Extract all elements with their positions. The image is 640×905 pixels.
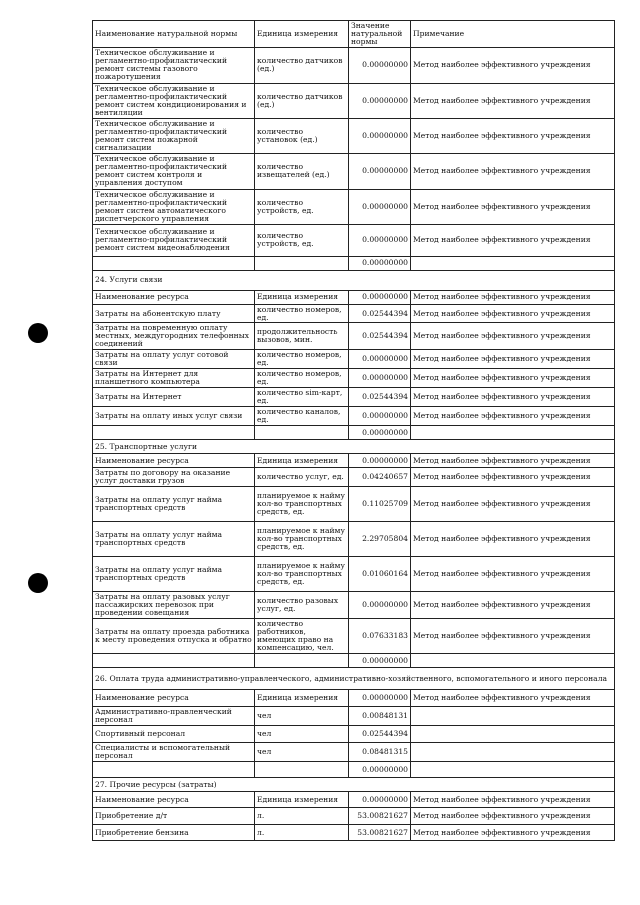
cell-note: Метод наиболее эффективного учреждения bbox=[411, 619, 615, 654]
cell-value: 0.00000000 bbox=[349, 426, 411, 440]
cell-name: Затраты на Интернет bbox=[93, 388, 255, 407]
cell-note: Метод наиболее эффективного учреждения bbox=[411, 592, 615, 619]
cell-name: Техническое обслуживание и регламентно-профилактический ремонт систем видеонаблюдения bbox=[93, 224, 255, 256]
cell-note: Метод наиболее эффективного учреждения bbox=[411, 468, 615, 487]
cell-value: 0.02544394 bbox=[349, 323, 411, 350]
cell-name: Приобретение д/т bbox=[93, 808, 255, 825]
cell-value: 0.00000000 bbox=[349, 762, 411, 778]
cell-note: Метод наиболее эффективного учреждения bbox=[411, 792, 615, 808]
cell-value: 0.00000000 bbox=[349, 654, 411, 668]
cell-unit: планируемое к найму кол-во транспортных средств, ед. bbox=[255, 522, 349, 557]
cell-value: 53.00821627 bbox=[349, 808, 411, 825]
table-row bbox=[93, 47, 615, 83]
cell-unit: планируемое к найму кол-во транспортных средств, ед. bbox=[255, 487, 349, 522]
table-row bbox=[93, 304, 615, 323]
cell-value: 0.07633183 bbox=[349, 619, 411, 654]
section-title-row bbox=[93, 778, 615, 792]
cell-name: Затраты на оплату разовых услуг пассажирских перевозок при проведении совещания bbox=[93, 592, 255, 619]
cell-value: 0.04240657 bbox=[349, 468, 411, 487]
table-row bbox=[93, 118, 615, 153]
table-header-row bbox=[93, 21, 615, 48]
cell-note: Метод наиболее эффективного учреждения bbox=[411, 323, 615, 350]
cell-name bbox=[93, 256, 255, 270]
cell-value: 0.02544394 bbox=[349, 304, 411, 323]
cell-unit: Единица измерения bbox=[255, 290, 349, 304]
table-row bbox=[93, 224, 615, 256]
section-title: 25. Транспортные услуги bbox=[93, 440, 615, 454]
cell-value: 0.00000000 bbox=[349, 454, 411, 468]
cell-name: Затраты на оплату услуг сотовой связи bbox=[93, 350, 255, 369]
cell-value: 0.00000000 bbox=[349, 592, 411, 619]
table-row bbox=[93, 454, 615, 468]
cell-value: 2.29705804 bbox=[349, 522, 411, 557]
table-row bbox=[93, 808, 615, 825]
cell-note bbox=[411, 762, 615, 778]
cell-note: Метод наиболее эффективного учреждения bbox=[411, 83, 615, 118]
table-row bbox=[93, 468, 615, 487]
cell-note bbox=[411, 743, 615, 762]
table-row bbox=[93, 369, 615, 388]
cell-unit: чел bbox=[255, 707, 349, 726]
cell-name bbox=[93, 426, 255, 440]
cell-value: 0.02544394 bbox=[349, 726, 411, 743]
table-row bbox=[93, 407, 615, 426]
header-value: Значение натуральной нормы bbox=[349, 21, 411, 48]
table-row bbox=[93, 290, 615, 304]
cell-unit bbox=[255, 426, 349, 440]
cell-unit: л. bbox=[255, 825, 349, 841]
cell-value: 0.00000000 bbox=[349, 83, 411, 118]
cell-value: 0.02544394 bbox=[349, 388, 411, 407]
table-row bbox=[93, 825, 615, 841]
cell-note: Метод наиболее эффективного учреждения bbox=[411, 369, 615, 388]
cell-value: 53.00821627 bbox=[349, 825, 411, 841]
cell-name bbox=[93, 654, 255, 668]
cell-value: 0.00000000 bbox=[349, 407, 411, 426]
header-unit: Единица измерения bbox=[255, 21, 349, 48]
cell-unit: количество номеров, ед. bbox=[255, 304, 349, 323]
table-row bbox=[93, 726, 615, 743]
cell-name: Затраты на оплату услуг найма транспортных средств bbox=[93, 557, 255, 592]
cell-name: Затраты на оплату проезда работника к месту проведения отпуска и обратно bbox=[93, 619, 255, 654]
cell-note: Метод наиболее эффективного учреждения bbox=[411, 47, 615, 83]
table-row bbox=[93, 743, 615, 762]
table-row bbox=[93, 487, 615, 522]
cell-unit: чел bbox=[255, 726, 349, 743]
table-row bbox=[93, 522, 615, 557]
binder-hole-bottom bbox=[28, 573, 48, 593]
cell-value: 0.00000000 bbox=[349, 224, 411, 256]
cell-value: 0.00000000 bbox=[349, 118, 411, 153]
cell-unit: количество каналов, ед. bbox=[255, 407, 349, 426]
cell-name: Затраты на абонентскую плату bbox=[93, 304, 255, 323]
cell-note: Метод наиболее эффективного учреждения bbox=[411, 690, 615, 707]
table-row bbox=[93, 388, 615, 407]
table-row bbox=[93, 592, 615, 619]
section-title-row bbox=[93, 440, 615, 454]
cell-unit: Единица измерения bbox=[255, 454, 349, 468]
cell-note: Метод наиболее эффективного учреждения bbox=[411, 808, 615, 825]
cell-name: Техническое обслуживание и регламентно-профилактический ремонт систем кондиционирования и вентиляции bbox=[93, 83, 255, 118]
table-row bbox=[93, 350, 615, 369]
cell-name: Наименование ресурса bbox=[93, 792, 255, 808]
cell-unit: количество sim-карт, ед. bbox=[255, 388, 349, 407]
cell-unit: количество установок (ед.) bbox=[255, 118, 349, 153]
cell-note: Метод наиболее эффективного учреждения bbox=[411, 557, 615, 592]
table-row bbox=[93, 83, 615, 118]
section-title-row bbox=[93, 668, 615, 690]
table-row bbox=[93, 762, 615, 778]
cell-value: 0.00000000 bbox=[349, 690, 411, 707]
cell-name: Специалисты и вспомогательный персонал bbox=[93, 743, 255, 762]
table-row bbox=[93, 426, 615, 440]
cell-note: Метод наиболее эффективного учреждения bbox=[411, 189, 615, 224]
cell-name: Затраты на повременную оплату местных, междугородних телефонных соединений bbox=[93, 323, 255, 350]
table-row bbox=[93, 256, 615, 270]
cell-name: Спортивный персонал bbox=[93, 726, 255, 743]
binder-hole-top bbox=[28, 323, 48, 343]
cell-name bbox=[93, 762, 255, 778]
cell-unit bbox=[255, 762, 349, 778]
cell-note bbox=[411, 707, 615, 726]
cell-name: Приобретение бензина bbox=[93, 825, 255, 841]
cell-name: Наименование ресурса bbox=[93, 290, 255, 304]
cell-note: Метод наиболее эффективного учреждения bbox=[411, 350, 615, 369]
cell-unit: Единица измерения bbox=[255, 792, 349, 808]
cell-name: Техническое обслуживание и регламентно-профилактический ремонт систем контроля и управления доступом bbox=[93, 153, 255, 189]
cell-value: 0.00848131 bbox=[349, 707, 411, 726]
section-title-row bbox=[93, 270, 615, 290]
cell-unit: количество услуг, ед. bbox=[255, 468, 349, 487]
cell-value: 0.00000000 bbox=[349, 47, 411, 83]
cell-note: Метод наиболее эффективного учреждения bbox=[411, 290, 615, 304]
table-row bbox=[93, 619, 615, 654]
cell-unit: количество датчиков (ед.) bbox=[255, 47, 349, 83]
cell-note: Метод наиболее эффективного учреждения bbox=[411, 487, 615, 522]
cell-note bbox=[411, 426, 615, 440]
cell-value: 0.00000000 bbox=[349, 189, 411, 224]
cell-unit: количество извещателей (ед.) bbox=[255, 153, 349, 189]
header-note: Примечание bbox=[411, 21, 615, 48]
table-row bbox=[93, 690, 615, 707]
cell-value: 0.00000000 bbox=[349, 792, 411, 808]
cell-note: Метод наиболее эффективного учреждения bbox=[411, 388, 615, 407]
cell-unit bbox=[255, 654, 349, 668]
cell-name: Техническое обслуживание и регламентно-профилактический ремонт систем пожарной сигнализации bbox=[93, 118, 255, 153]
cell-unit: количество работников, имеющих право на компенсацию, чел. bbox=[255, 619, 349, 654]
cell-value: 0.00000000 bbox=[349, 350, 411, 369]
cell-unit: чел bbox=[255, 743, 349, 762]
cell-note bbox=[411, 726, 615, 743]
cell-value: 0.08481315 bbox=[349, 743, 411, 762]
cell-unit: количество датчиков (ед.) bbox=[255, 83, 349, 118]
cell-unit bbox=[255, 256, 349, 270]
table-row bbox=[93, 557, 615, 592]
section-title: 26. Оплата труда административно-управленческого, административно-хозяйственного, вспомогательного и иного персонала bbox=[93, 668, 615, 690]
cell-unit: количество устройств, ед. bbox=[255, 224, 349, 256]
cell-value: 0.01060164 bbox=[349, 557, 411, 592]
cell-unit: количество номеров, ед. bbox=[255, 369, 349, 388]
cell-note bbox=[411, 654, 615, 668]
section-title: 24. Услуги связи bbox=[93, 270, 615, 290]
cell-unit: л. bbox=[255, 808, 349, 825]
cell-value: 0.00000000 bbox=[349, 369, 411, 388]
cell-value: 0.00000000 bbox=[349, 256, 411, 270]
cell-note bbox=[411, 256, 615, 270]
cell-name: Затраты на Интернет для планшетного компьютера bbox=[93, 369, 255, 388]
cell-name: Затраты на оплату иных услуг связи bbox=[93, 407, 255, 426]
cell-unit: количество разовых услуг, ед. bbox=[255, 592, 349, 619]
table-row bbox=[93, 654, 615, 668]
cell-name: Техническое обслуживание и регламентно-профилактический ремонт системы газового пожаротушения bbox=[93, 47, 255, 83]
section-title: 27. Прочие ресурсы (затраты) bbox=[93, 778, 615, 792]
cell-name: Техническое обслуживание и регламентно-профилактический ремонт систем автоматического диспетчерского управления bbox=[93, 189, 255, 224]
cell-note: Метод наиболее эффективного учреждения bbox=[411, 522, 615, 557]
resource-norms-table bbox=[92, 20, 615, 841]
cell-unit: продолжительность вызовов, мин. bbox=[255, 323, 349, 350]
cell-name: Затраты по договору на оказание услуг доставки грузов bbox=[93, 468, 255, 487]
cell-unit: Единица измерения bbox=[255, 690, 349, 707]
cell-name: Административно-правленческий персонал bbox=[93, 707, 255, 726]
cell-note: Метод наиболее эффективного учреждения bbox=[411, 224, 615, 256]
cell-note: Метод наиболее эффективного учреждения bbox=[411, 304, 615, 323]
table-row bbox=[93, 707, 615, 726]
table-row bbox=[93, 153, 615, 189]
cell-note: Метод наиболее эффективного учреждения bbox=[411, 454, 615, 468]
cell-name: Наименование ресурса bbox=[93, 454, 255, 468]
cell-unit: количество номеров, ед. bbox=[255, 350, 349, 369]
cell-value: 0.00000000 bbox=[349, 290, 411, 304]
cell-unit: планируемое к найму кол-во транспортных средств, ед. bbox=[255, 557, 349, 592]
cell-name: Затраты на оплату услуг найма транспортных средств bbox=[93, 487, 255, 522]
table-row bbox=[93, 792, 615, 808]
cell-name: Затраты на оплату услуг найма транспортных средств bbox=[93, 522, 255, 557]
cell-value: 0.00000000 bbox=[349, 153, 411, 189]
cell-unit: количество устройств, ед. bbox=[255, 189, 349, 224]
cell-name: Наименование ресурса bbox=[93, 690, 255, 707]
table-row bbox=[93, 323, 615, 350]
header-name: Наименование натуральной нормы bbox=[93, 21, 255, 48]
cell-value: 0.11025709 bbox=[349, 487, 411, 522]
cell-note: Метод наиболее эффективного учреждения bbox=[411, 153, 615, 189]
table-row bbox=[93, 189, 615, 224]
cell-note: Метод наиболее эффективного учреждения bbox=[411, 118, 615, 153]
cell-note: Метод наиболее эффективного учреждения bbox=[411, 825, 615, 841]
cell-note: Метод наиболее эффективного учреждения bbox=[411, 407, 615, 426]
